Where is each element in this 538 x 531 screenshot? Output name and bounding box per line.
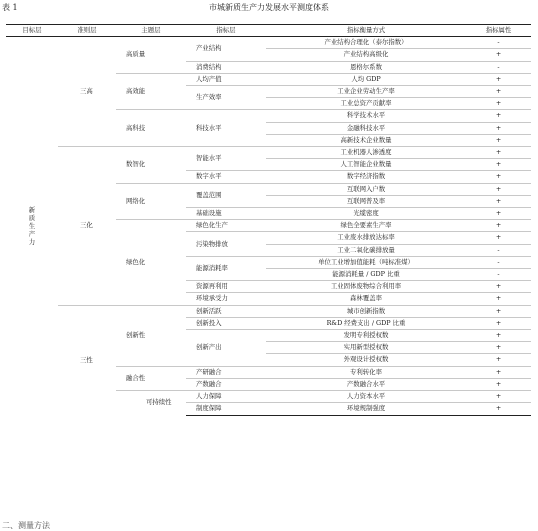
measure-cell: 科学技术水平 xyxy=(266,110,466,122)
attribute-cell: + xyxy=(466,86,531,98)
indicator-cell: 制度保障 xyxy=(186,403,266,415)
attribute-cell: + xyxy=(466,317,531,329)
attribute-cell: + xyxy=(466,293,531,305)
indicator-cell: 能源消耗率 xyxy=(186,256,266,280)
table-row xyxy=(6,37,531,49)
measure-cell: 工业固体废物综合利用率 xyxy=(266,281,466,293)
attribute-cell: + xyxy=(466,147,531,159)
table-row xyxy=(6,305,531,317)
theme-cell: 高效能 xyxy=(116,73,186,110)
attribute-cell: + xyxy=(466,208,531,220)
measure-cell: 专利转化率 xyxy=(266,366,466,378)
table-title: 市城新质生产力发展水平测度体系 xyxy=(209,3,329,12)
measure-cell: 数字经济指数 xyxy=(266,171,466,183)
attribute-cell: - xyxy=(466,37,531,49)
indicator-cell: 创新活跃 xyxy=(186,305,266,317)
indicator-cell: 生产效率 xyxy=(186,86,266,110)
attribute-cell: + xyxy=(466,305,531,317)
measure-cell: 互联网入户数 xyxy=(266,183,466,195)
indicator-cell: 数字水平 xyxy=(186,171,266,183)
attribute-cell: + xyxy=(466,49,531,61)
measure-cell: 人均 GDP xyxy=(266,73,466,85)
measure-cell: 恩格尔系数 xyxy=(266,61,466,73)
measure-cell: 光缆密度 xyxy=(266,208,466,220)
indicator-table xyxy=(6,24,531,416)
indicator-cell: 产研融合 xyxy=(186,366,266,378)
criteria-cell: 三性 xyxy=(80,355,93,364)
criteria-cell: 三高 xyxy=(58,37,116,147)
header-criteria: 准则层 xyxy=(58,25,116,37)
indicator-cell: 绿色化生产 xyxy=(186,220,266,232)
attribute-cell: - xyxy=(466,61,531,73)
theme-cell: 数智化 xyxy=(116,147,186,184)
attribute-cell: + xyxy=(466,98,531,110)
indicator-cell: 科技水平 xyxy=(186,110,266,147)
measure-cell: 金融科技水平 xyxy=(266,122,466,134)
measure-cell: 城市创新指数 xyxy=(266,305,466,317)
measure-cell: 绿色全要素生产率 xyxy=(266,220,466,232)
theme-cell: 绿色化 xyxy=(116,220,186,305)
header-attribute: 指标属性 xyxy=(466,25,531,37)
theme-cell: 可持续性 xyxy=(146,398,172,407)
measure-cell: 发明专利授权数 xyxy=(266,330,466,342)
measure-cell: 工业机器人渗透度 xyxy=(266,147,466,159)
attribute-cell: + xyxy=(466,195,531,207)
indicator-cell: 污染物排放 xyxy=(186,232,266,256)
attribute-cell: + xyxy=(466,220,531,232)
attribute-cell: + xyxy=(466,171,531,183)
header-measure: 指标衡量方式 xyxy=(266,25,466,37)
theme-cell: 创新性 xyxy=(116,305,186,366)
attribute-cell: - xyxy=(466,269,531,281)
measure-cell: 工业企业劳动生产率 xyxy=(266,86,466,98)
attribute-cell: + xyxy=(466,354,531,366)
measure-cell: 产业结构高级化 xyxy=(266,49,466,61)
measure-cell: 能源消耗量 ∕ GDP 比重 xyxy=(266,269,466,281)
theme-cell: 融合性 xyxy=(116,366,186,390)
indicator-cell: 智能水平 xyxy=(186,147,266,171)
indicator-cell: 资源再利用 xyxy=(186,281,266,293)
target-cell: 新质生产力 xyxy=(28,206,36,247)
header-indicator: 指标层 xyxy=(186,25,266,37)
indicator-cell: 创新产出 xyxy=(186,330,266,367)
measure-cell: 工业二氧化碳排放量 xyxy=(266,244,466,256)
indicator-cell: 基础设施 xyxy=(186,208,266,220)
indicator-cell: 创新投入 xyxy=(186,317,266,329)
theme-cell: 高科技 xyxy=(116,110,186,147)
theme-cell: 高质量 xyxy=(116,37,186,74)
measure-cell: 实用新型授权数 xyxy=(266,342,466,354)
measure-cell: 人工智能企业数量 xyxy=(266,159,466,171)
attribute-cell: + xyxy=(466,403,531,415)
measure-cell: 高新技术企业数量 xyxy=(266,134,466,146)
theme-cell: 网络化 xyxy=(116,183,186,220)
attribute-cell: + xyxy=(466,342,531,354)
attribute-cell: + xyxy=(466,183,531,195)
measure-cell: 产数融合水平 xyxy=(266,378,466,390)
indicator-cell: 人力保障 xyxy=(186,391,266,403)
measure-cell: 单位工业增加值能耗（吨标准煤） xyxy=(266,256,466,268)
indicator-cell: 产数融合 xyxy=(186,378,266,390)
attribute-cell: + xyxy=(466,330,531,342)
attribute-cell: + xyxy=(466,378,531,390)
measure-cell: 工业总资产贡献率 xyxy=(266,98,466,110)
measure-cell: 森林覆盖率 xyxy=(266,293,466,305)
indicator-cell: 产业结构 xyxy=(186,37,266,61)
measure-cell: 人力资本水平 xyxy=(266,391,466,403)
table-caption xyxy=(0,0,538,16)
attribute-cell: + xyxy=(466,232,531,244)
attribute-cell: - xyxy=(466,256,531,268)
attribute-cell: + xyxy=(466,281,531,293)
indicator-cell: 覆盖范围 xyxy=(186,183,266,207)
criteria-cell: 三化 xyxy=(58,147,116,306)
table-row xyxy=(6,147,531,159)
attribute-cell: + xyxy=(466,122,531,134)
attribute-cell: + xyxy=(466,134,531,146)
measure-cell: 产业结构合理化（泰尔指数） xyxy=(266,37,466,49)
measure-cell: 外观设计授权数 xyxy=(266,354,466,366)
indicator-cell: 环境承受力 xyxy=(186,293,266,305)
measure-cell: 互联网普及率 xyxy=(266,195,466,207)
attribute-cell: + xyxy=(466,159,531,171)
measure-cell: 工业废水排放达标率 xyxy=(266,232,466,244)
attribute-cell: - xyxy=(466,244,531,256)
attribute-cell: + xyxy=(466,73,531,85)
indicator-cell: 消费结构 xyxy=(186,61,266,73)
header-target: 目标层 xyxy=(6,25,58,37)
table-label: 表 1 xyxy=(2,3,18,12)
header-row xyxy=(6,25,531,37)
section-heading: 二、测量方法 xyxy=(2,521,50,530)
attribute-cell: + xyxy=(466,391,531,403)
attribute-cell: + xyxy=(466,366,531,378)
measure-cell: R&D 经费支出 ∕ GDP 比重 xyxy=(266,317,466,329)
indicator-cell: 人均产值 xyxy=(186,73,266,85)
attribute-cell: + xyxy=(466,110,531,122)
measure-cell: 环境规制强度 xyxy=(266,403,466,415)
header-theme: 主题层 xyxy=(116,25,186,37)
